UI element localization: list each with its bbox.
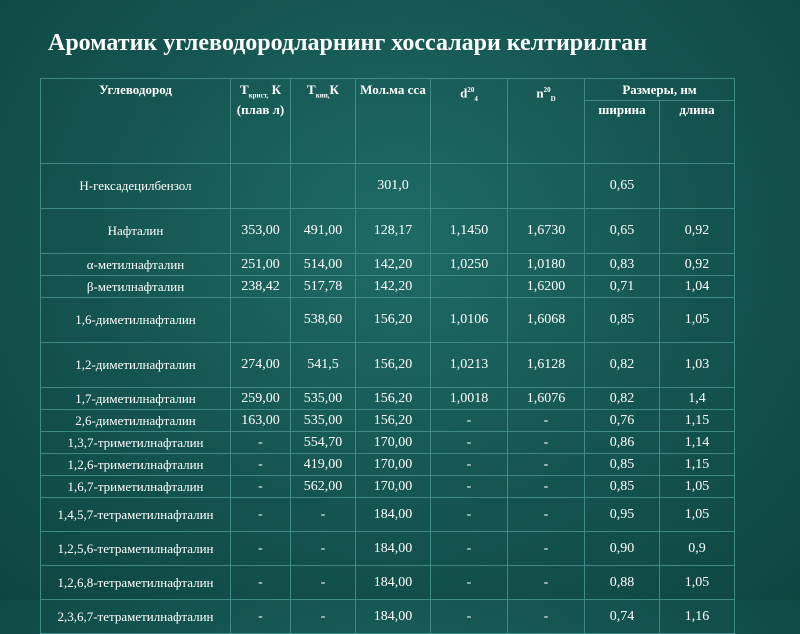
cell-name: β-метилнафталин [41, 276, 231, 298]
table-row [41, 476, 735, 498]
slide-title: Ароматик углеводородларнинг хоссалари келтирилган [48, 30, 648, 56]
cell-mol-mass: 184,00 [356, 600, 431, 634]
cell-mol-mass: 156,20 [356, 410, 431, 432]
cell-refr: 1,0180 [508, 254, 585, 276]
cell-density [431, 276, 508, 298]
cell-name: 1,6,7-триметилнафталин [41, 476, 231, 498]
cell-mol-mass: 170,00 [356, 454, 431, 476]
cell-name: 1,6-диметилнафталин [41, 298, 231, 343]
cell-t-cryst: - [231, 432, 291, 454]
cell-length: 1,16 [660, 600, 735, 634]
cell-name: 2,3,6,7-тетраметилнафталин [41, 600, 231, 634]
header-density-sup: 20 [467, 86, 475, 94]
cell-refr: 1,6128 [508, 343, 585, 388]
cell-t-cryst: - [231, 600, 291, 634]
table-row [41, 276, 735, 298]
cell-length: 0,92 [660, 254, 735, 276]
header-density-sub: 4 [474, 94, 478, 103]
cell-density: 1,0018 [431, 388, 508, 410]
cell-name: 2,6-диметилнафталин [41, 410, 231, 432]
header-t-cryst-sub: крист, [248, 91, 269, 100]
cell-refr: 1,6076 [508, 388, 585, 410]
cell-density: - [431, 532, 508, 566]
cell-t-cryst: - [231, 498, 291, 532]
cell-t-cryst: - [231, 532, 291, 566]
cell-mol-mass: 184,00 [356, 532, 431, 566]
cell-mol-mass: 142,20 [356, 254, 431, 276]
cell-t-cryst: 163,00 [231, 410, 291, 432]
cell-refr: 1,6730 [508, 209, 585, 254]
cell-t-cryst: 274,00 [231, 343, 291, 388]
cell-density: - [431, 498, 508, 532]
cell-width: 0,95 [585, 498, 660, 532]
cell-mol-mass: 128,17 [356, 209, 431, 254]
header-t-boil [291, 79, 356, 164]
cell-refr: - [508, 454, 585, 476]
cell-refr [508, 164, 585, 209]
cell-name: 1,7-диметилнафталин [41, 388, 231, 410]
cell-name: 1,3,7-триметилнафталин [41, 432, 231, 454]
cell-mol-mass: 170,00 [356, 432, 431, 454]
cell-length: 1,05 [660, 476, 735, 498]
cell-mol-mass: 156,20 [356, 343, 431, 388]
header-row [41, 79, 735, 101]
header-hydrocarbon: Углеводород [41, 79, 231, 164]
cell-t-cryst: 353,00 [231, 209, 291, 254]
cell-name: 1,2,5,6-тетраметилнафталин [41, 532, 231, 566]
header-length: длина [660, 101, 735, 164]
cell-density: 1,0250 [431, 254, 508, 276]
cell-length: 1,4 [660, 388, 735, 410]
cell-mol-mass: 301,0 [356, 164, 431, 209]
header-t-cryst-rest: К (плав л) [236, 82, 285, 117]
cell-t-cryst: - [231, 566, 291, 600]
header-refraction-sup: 20 [543, 86, 551, 94]
cell-mol-mass: 156,20 [356, 298, 431, 343]
cell-density: - [431, 476, 508, 498]
cell-length: 1,05 [660, 566, 735, 600]
cell-density: - [431, 454, 508, 476]
header-density [431, 79, 508, 164]
cell-t-cryst: 259,00 [231, 388, 291, 410]
cell-t-boil: 538,60 [291, 298, 356, 343]
table-row [41, 298, 735, 343]
header-refraction-sub: D [550, 94, 556, 103]
cell-refr: 1,6200 [508, 276, 585, 298]
cell-name: α-метилнафталин [41, 254, 231, 276]
header-t-boil-main: Т [307, 82, 316, 97]
table-row [41, 254, 735, 276]
cell-refr: - [508, 532, 585, 566]
cell-length [660, 164, 735, 209]
cell-t-boil: 419,00 [291, 454, 356, 476]
cell-length: 1,05 [660, 298, 735, 343]
cell-t-boil: - [291, 600, 356, 634]
cell-t-cryst: - [231, 476, 291, 498]
table-row [41, 432, 735, 454]
table-row [41, 566, 735, 600]
cell-mol-mass: 184,00 [356, 566, 431, 600]
cell-t-cryst [231, 164, 291, 209]
table-row [41, 164, 735, 209]
cell-name: Нафталин [41, 209, 231, 254]
cell-refr: - [508, 600, 585, 634]
cell-width: 0,82 [585, 343, 660, 388]
cell-refr: - [508, 498, 585, 532]
cell-t-boil: 535,00 [291, 388, 356, 410]
cell-name: 1,2,6,8-тетраметилнафталин [41, 566, 231, 600]
cell-t-boil: 554,70 [291, 432, 356, 454]
cell-length: 0,92 [660, 209, 735, 254]
cell-t-boil: - [291, 532, 356, 566]
cell-t-cryst [231, 298, 291, 343]
header-refraction-main: n [536, 85, 544, 101]
cell-t-cryst: 251,00 [231, 254, 291, 276]
table-body [41, 164, 735, 634]
cell-width: 0,85 [585, 454, 660, 476]
cell-mol-mass: 142,20 [356, 276, 431, 298]
header-t-cryst-main: Т [239, 82, 249, 97]
cell-density: 1,0213 [431, 343, 508, 388]
cell-width: 0,76 [585, 410, 660, 432]
cell-name: 1,2-диметилнафталин [41, 343, 231, 388]
cell-refr: - [508, 476, 585, 498]
cell-density: - [431, 432, 508, 454]
cell-length: 1,15 [660, 454, 735, 476]
cell-t-boil: 562,00 [291, 476, 356, 498]
cell-density: - [431, 410, 508, 432]
header-sizes: Размеры, нм [585, 79, 735, 101]
cell-mol-mass: 156,20 [356, 388, 431, 410]
cell-width: 0,90 [585, 532, 660, 566]
table-row [41, 600, 735, 634]
table-row [41, 209, 735, 254]
cell-width: 0,88 [585, 566, 660, 600]
cell-length: 1,03 [660, 343, 735, 388]
cell-width: 0,83 [585, 254, 660, 276]
table-row [41, 454, 735, 476]
header-refraction [508, 79, 585, 164]
cell-length: 1,04 [660, 276, 735, 298]
cell-refr: 1,6068 [508, 298, 585, 343]
cell-t-cryst: 238,42 [231, 276, 291, 298]
cell-t-boil: 517,78 [291, 276, 356, 298]
cell-t-boil: 535,00 [291, 410, 356, 432]
header-t-cryst [231, 79, 291, 164]
cell-length: 0,9 [660, 532, 735, 566]
cell-t-boil: 514,00 [291, 254, 356, 276]
cell-name: Н-гексадецилбензол [41, 164, 231, 209]
cell-density: 1,0106 [431, 298, 508, 343]
cell-length: 1,15 [660, 410, 735, 432]
cell-refr: - [508, 410, 585, 432]
cell-length: 1,14 [660, 432, 735, 454]
cell-width: 0,65 [585, 209, 660, 254]
header-t-boil-rest: К [329, 82, 339, 97]
cell-refr: - [508, 566, 585, 600]
cell-width: 0,82 [585, 388, 660, 410]
cell-density: 1,1450 [431, 209, 508, 254]
properties-table [40, 78, 735, 634]
cell-width: 0,65 [585, 164, 660, 209]
cell-t-boil: 491,00 [291, 209, 356, 254]
cell-t-boil: - [291, 498, 356, 532]
cell-t-boil [291, 164, 356, 209]
cell-mol-mass: 170,00 [356, 476, 431, 498]
table-row [41, 388, 735, 410]
cell-name: 1,2,6-триметилнафталин [41, 454, 231, 476]
cell-width: 0,71 [585, 276, 660, 298]
table-row [41, 498, 735, 532]
cell-t-cryst: - [231, 454, 291, 476]
table-row [41, 410, 735, 432]
header-mol-mass: Мол.ма сса [356, 79, 431, 164]
cell-density: - [431, 600, 508, 634]
cell-width: 0,85 [585, 476, 660, 498]
properties-table-container [40, 78, 734, 624]
table-row [41, 343, 735, 388]
cell-density: - [431, 566, 508, 600]
cell-width: 0,74 [585, 600, 660, 634]
cell-name: 1,4,5,7-тетраметилнафталин [41, 498, 231, 532]
cell-mol-mass: 184,00 [356, 498, 431, 532]
cell-width: 0,86 [585, 432, 660, 454]
table-row [41, 532, 735, 566]
header-density-main: d [460, 85, 468, 101]
cell-t-boil: 541,5 [291, 343, 356, 388]
cell-width: 0,85 [585, 298, 660, 343]
cell-t-boil: - [291, 566, 356, 600]
cell-density [431, 164, 508, 209]
cell-length: 1,05 [660, 498, 735, 532]
header-width: ширина [585, 101, 660, 164]
header-t-boil-sub: кип, [315, 91, 330, 100]
cell-refr: - [508, 432, 585, 454]
